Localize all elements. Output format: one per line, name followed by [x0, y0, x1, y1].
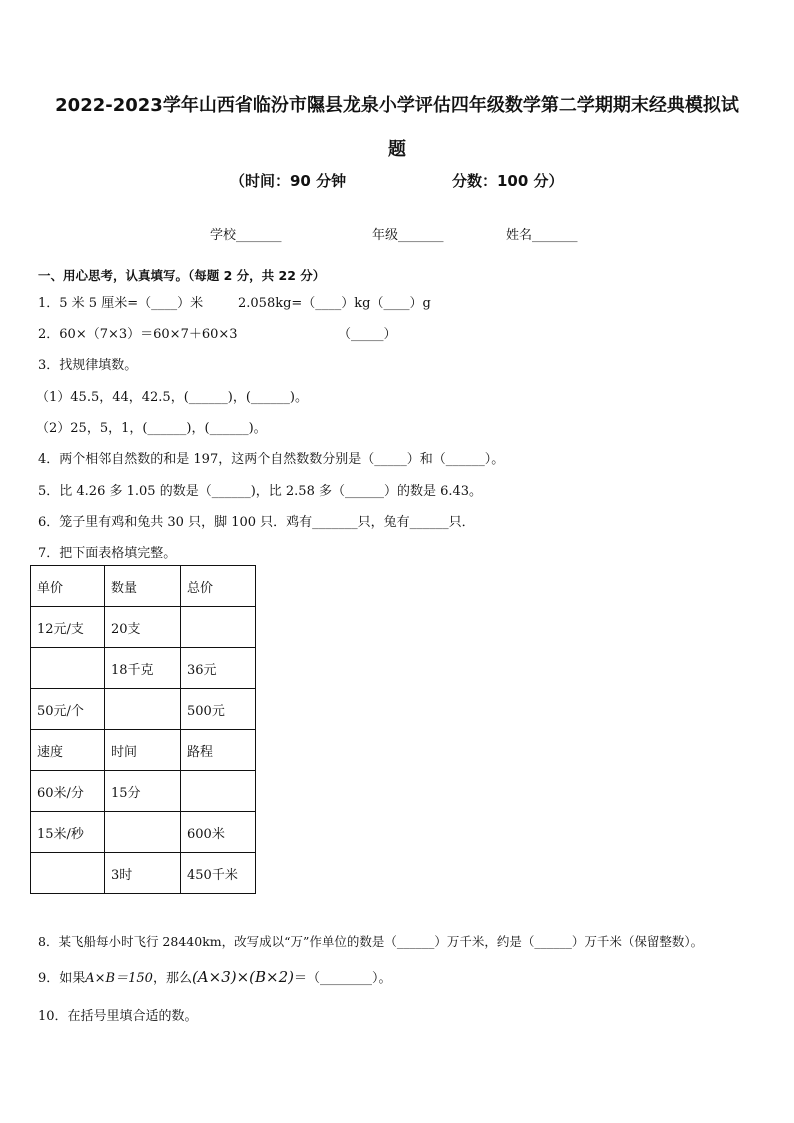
table-cell: 单价: [31, 566, 105, 607]
title-line-1: 2022-2023学年山西省临汾市隰县龙泉小学评估四年级数学第二学期期末经典模拟试: [55, 95, 739, 116]
table-cell: 500元: [181, 689, 256, 730]
question-9-prefix: 9．如果: [38, 971, 86, 986]
question-9-expr: A×B＝150: [85, 971, 153, 986]
table-cell-blank[interactable]: [31, 648, 105, 689]
table-cell: 15米/秒: [31, 812, 105, 853]
table-cell: 总价: [181, 566, 256, 607]
table-row: [31, 812, 256, 853]
time-limit: （时间：90 分钟: [230, 172, 347, 190]
table-row: [31, 689, 256, 730]
document-title: [40, 84, 754, 172]
table-cell: 3时: [105, 853, 181, 894]
table-cell: 450千米: [181, 853, 256, 894]
total-score: 分数：100 分）: [452, 172, 564, 190]
question-1-part-a: 1．5 米 5 厘米=（____）米: [38, 296, 204, 311]
question-2-text: 2．60×（7×3）＝60×7＋60×3: [38, 327, 238, 342]
table-cell: 数量: [105, 566, 181, 607]
fill-table: [30, 565, 256, 894]
table-cell-blank[interactable]: [105, 689, 181, 730]
question-7: 7．把下面表格填完整。: [38, 546, 177, 561]
table-row: [31, 853, 256, 894]
table-cell: 36元: [181, 648, 256, 689]
table-row: [31, 648, 256, 689]
question-4: 4．两个相邻自然数的和是 197，这两个自然数数分别是（_____）和（______）。: [38, 452, 505, 467]
question-2-answer: （_____）: [338, 327, 397, 342]
table-cell: 15分: [105, 771, 181, 812]
question-1: [38, 292, 431, 311]
table-cell: 20支: [105, 607, 181, 648]
question-10: 10．在括号里填合适的数。: [38, 1009, 198, 1024]
question-6: 6．笼子里有鸡和兔共 30 只，脚 100 只．鸡有_______只，兔有______只．: [38, 515, 475, 530]
table-cell-blank[interactable]: [105, 812, 181, 853]
title-line-2: 题: [388, 139, 406, 160]
table-cell: 时间: [105, 730, 181, 771]
question-2: [38, 323, 397, 342]
table-row: [31, 730, 256, 771]
table-row: [31, 607, 256, 648]
table-cell-blank[interactable]: [181, 771, 256, 812]
question-3: 3．找规律填数。: [38, 358, 138, 373]
table-cell: 路程: [181, 730, 256, 771]
question-9-mid: ，那么: [152, 971, 192, 986]
grade-field[interactable]: 年级_______: [372, 228, 444, 243]
question-9: [38, 967, 392, 986]
table-cell: 18千克: [105, 648, 181, 689]
table-cell: 600米: [181, 812, 256, 853]
question-3-2: （2）25，5，1，(______)，(______)。: [36, 421, 267, 436]
question-9-expr2: (A×3)×(B×2): [191, 968, 295, 986]
table-cell: 50元/个: [31, 689, 105, 730]
table-row: [31, 771, 256, 812]
table-cell: 60米/分: [31, 771, 105, 812]
table-cell-blank[interactable]: [31, 853, 105, 894]
name-field[interactable]: 姓名_______: [506, 228, 578, 243]
table-cell: 速度: [31, 730, 105, 771]
table-cell-blank[interactable]: [181, 607, 256, 648]
question-5: 5．比 4.26 多 1.05 的数是（______)，比 2.58 多（______）的数是 6.43。: [38, 484, 483, 499]
question-8: 8．某飞船每小时飞行 28440km，改写成以“万”作单位的数是（______）万千米，约是（______）万千米（保留整数）。: [38, 934, 704, 949]
section-heading: 一、用心思考，认真填写。（每题 2 分，共 22 分）: [38, 268, 326, 283]
question-1-part-b: 2.058kg=（____）kg（____）g: [238, 296, 431, 311]
table-cell: 12元/支: [31, 607, 105, 648]
question-3-1: （1）45.5，44，42.5，(______)，(______)。: [36, 390, 308, 405]
school-field[interactable]: 学校_______: [210, 228, 282, 243]
question-9-suffix: ＝（________）。: [294, 971, 392, 986]
table-row: [31, 566, 256, 607]
